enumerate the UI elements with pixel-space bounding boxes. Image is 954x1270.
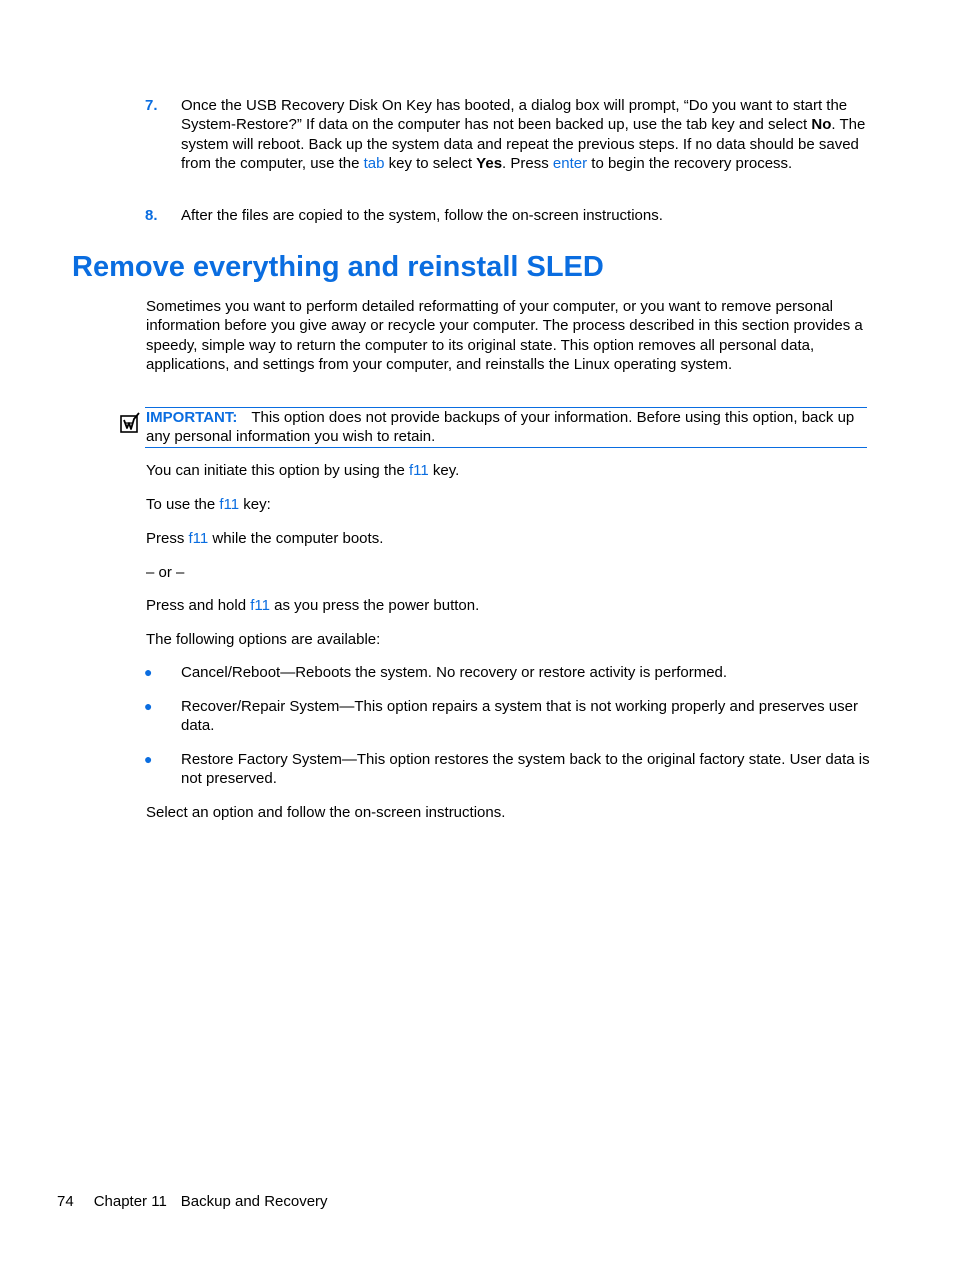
intro-paragraph: Sometimes you want to perform detailed reformatting of your computer, or you want to remove personal information before you give away or recycle your computer. The process described in this section provides a speedy, simple way to return the computer to its original state. This option removes all personal data, applications, and settings from your computer, and reinstalls the Linux operating system.: [146, 298, 863, 374]
key-enter: enter: [552, 155, 588, 173]
key-tab: tab: [363, 155, 385, 173]
initiate-paragraph: You can initiate this option by using the f11 key.: [146, 462, 460, 479]
bullet-icon: ●: [144, 751, 153, 767]
page-number: 74: [57, 1193, 74, 1210]
options-intro: The following options are available:: [146, 631, 381, 648]
key-f11: f11: [188, 530, 209, 547]
key-no: No: [811, 116, 832, 134]
important-label: IMPORTANT:: [146, 409, 238, 426]
chapter-title: Backup and Recovery: [180, 1193, 328, 1210]
important-note: [117, 406, 867, 448]
section-heading: Remove everything and reinstall SLED: [72, 251, 604, 283]
step-7-text: Once the USB Recovery Disk On Key has booted, a dialog box will prompt, “Do you want to start the System-Restore?” If data on the computer has not been backed up, use the tab key and select No. The system will reboot. Back up the system data and repeat the previous steps. If no data should be saved from the computer, use the tab key to select Yes. Press enter to begin the recovery process.: [181, 97, 866, 173]
list-item: Cancel/Reboot—Reboots the system. No recovery or restore activity is performed.: [181, 664, 728, 681]
list-item: Restore Factory System—This option restores the system back to the original factory state. User data is not preserved.: [181, 751, 870, 788]
list-item: Recover/Repair System—This option repairs a system that is not working properly and preserves user data.: [181, 698, 858, 735]
to-use-paragraph: To use the f11 key:: [146, 496, 271, 513]
key-yes: Yes: [476, 155, 503, 173]
key-f11: f11: [250, 597, 270, 614]
bullet-icon: ●: [144, 664, 153, 680]
press-paragraph: Press f11 while the computer boots.: [146, 530, 384, 547]
key-f11: f11: [408, 462, 429, 479]
bullet-icon: ●: [144, 698, 153, 714]
page-footer: [57, 1192, 328, 1211]
important-note-text: IMPORTANT: This option does not provide backups of your information. Before using this option, back up any personal information you wish to retain.: [146, 409, 855, 446]
note-bottom-rule: [145, 447, 867, 448]
step-number: 8.: [145, 207, 158, 224]
press-hold-paragraph: Press and hold f11 as you press the power button.: [146, 597, 480, 614]
step-number: 7.: [145, 97, 158, 114]
key-f11: f11: [219, 496, 240, 513]
or-separator: – or –: [146, 564, 185, 581]
closing-paragraph: Select an option and follow the on-screen instructions.: [146, 804, 506, 821]
chapter-label: Chapter 11: [93, 1193, 167, 1210]
step-8-text: After the files are copied to the system, follow the on-screen instructions.: [181, 207, 663, 224]
important-note-icon: [119, 410, 143, 434]
